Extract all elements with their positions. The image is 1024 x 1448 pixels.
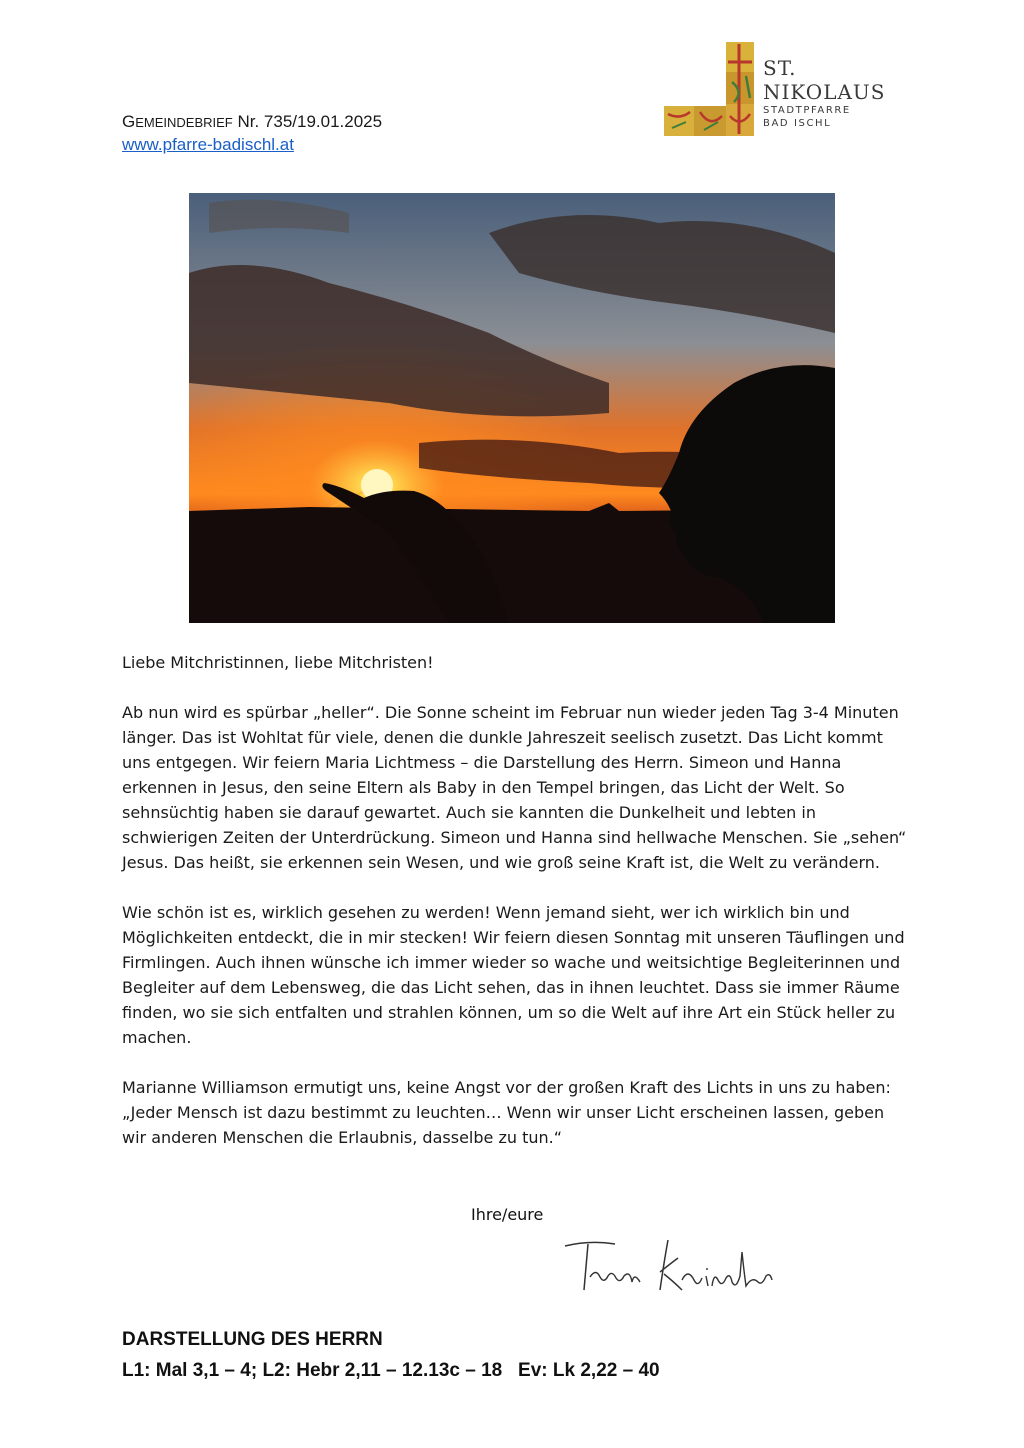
paragraph-seen: Wie schön ist es, wirklich gesehen zu werden! Wenn jemand sieht, wer ich wirklich bin und Möglichkeiten entdeckt, die in mir stecken! Wir feiern diesen Sonntag mit unseren Täuflingen und Firmlingen. Auch ihnen wünsche ich immer wieder so wache und weitsichtige Begleiterinnen und Begleiter auf dem Lebensweg, die das Licht sehen, das in ihnen leuchtet. Dass sie immer Räume finden, wo sie sich entfalten und strahlen können, um so die Welt auf ihre Art ein Stück heller zu machen.: [122, 903, 905, 1047]
parish-website-link[interactable]: www.pfarre-badischl.at: [122, 135, 294, 154]
logo-line-st: ST.: [763, 56, 797, 80]
logo-line-nikolaus: NIKOLAUS: [763, 80, 886, 104]
sunset-hand-silhouette-image: [189, 193, 835, 623]
paragraph-light: Ab nun wird es spürbar „heller“. Die Sonne scheint im Februar nun wieder jeden Tag 3-4 Minuten länger. Das ist Wohltat für viele, denen die dunkle Jahreszeit seelisch zusetzt. Das Licht kommt uns entgegen. Wir feiern Maria Lichtmess – die Darstellung des Herrn. Simeon und Hanna erkennen in Jesus, den seine Eltern als Baby in den Tempel bringen, das Licht der Welt. So sehnsüchtig haben sie darauf gewartet. Auch sie kannten die Dunkelheit und lebten in schwierigen Zeiten der Unterdrückung. Simeon und Hanna sind hellwache Menschen. Sie „sehen“ Jesus. Das heißt, sie erkennen sein Wesen, und wie groß seine Kraft ist, die Welt zu verändern.: [122, 703, 907, 872]
newsletter-number-date: Nr. 735/19.01.2025: [232, 112, 383, 131]
sunset-photo: [189, 193, 835, 623]
parish-logo-icon: [664, 42, 764, 140]
logo-line-stadtpfarre: STADTPFARRE: [763, 105, 851, 116]
newsletter-number: [122, 111, 382, 134]
newsletter-label-initial: G: [122, 112, 136, 131]
feast-title: DARSTELLUNG DES HERRN: [122, 1329, 383, 1350]
logo-line-bad-ischl: BAD ISCHL: [763, 118, 832, 129]
letter-body: [122, 650, 912, 1175]
paragraph-quote: Marianne Williamson ermutigt uns, keine Angst vor der großen Kraft des Lichts in uns zu haben: „Jeder Mensch ist dazu bestimmt zu leuchten… Wenn wir unser Licht erscheinen lassen, geben wir anderen Menschen die Erlaubnis, dasselbe zu tun.“: [122, 1078, 891, 1147]
signature: [560, 1232, 780, 1302]
letter-header: [122, 111, 382, 156]
readings-line: L1: Mal 3,1 – 4; L2: Hebr 2,11 – 12.13c – 18 Ev: Lk 2,22 – 40: [122, 1360, 660, 1381]
greeting: Liebe Mitchristinnen, liebe Mitchristen!: [122, 653, 434, 672]
newsletter-label-rest: EMEINDEBRIEF: [135, 115, 233, 130]
handwritten-signature-icon: [560, 1232, 780, 1302]
parish-logo-text: [763, 56, 885, 130]
closing-line: Ihre/eure: [471, 1205, 544, 1224]
